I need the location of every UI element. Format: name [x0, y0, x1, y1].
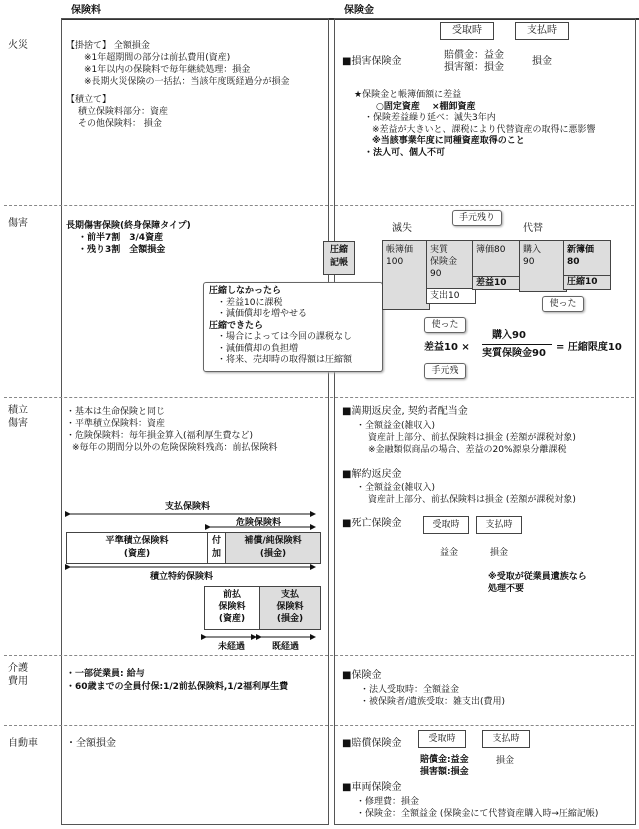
purchase-block: 購入 90 [519, 240, 567, 292]
text-line: 圧縮しなかったら [209, 286, 282, 296]
death-item: ■死亡保険金 [342, 518, 402, 529]
vehicle-lines [356, 796, 598, 820]
text-line: ※長期火災保険の一括払：当該年度既経過分が損金 [84, 77, 290, 87]
maturity-item: ■満期返戻金, 契約者配当金 [342, 406, 468, 417]
formula-callout-remain: 手元残 [424, 363, 466, 379]
gain-block: 差益10 [472, 276, 520, 290]
text-line: 【積立て】 [66, 95, 112, 105]
surrender-item: ■解約返戻金 [342, 469, 402, 480]
book-value-block: 帳簿価 100 [382, 240, 430, 310]
prepaid-box: 前払 保険料 (資産) [204, 586, 260, 630]
care-lines [360, 684, 505, 708]
header-insurance-money: 保険金 [334, 4, 639, 20]
text-line: ・60歳までの全員付保:1/2前払保険料,1/2福利厚生費 [66, 682, 289, 692]
vehicle-item: ■車両保険金 [342, 782, 402, 793]
text-line: 損害額:損金 [420, 767, 469, 777]
formula-numerator: 購入90 [492, 330, 526, 341]
category-care-cost: 介護 費用 [8, 663, 28, 687]
auto-premium-text: ・全額損金 [66, 738, 116, 749]
fire-pay-value: 損金 [532, 56, 552, 67]
callout-used: 使った [542, 296, 584, 312]
compress-block: 圧縮10 [563, 275, 611, 290]
text-line: ※当該事業年度に同種資産取得のこと [372, 136, 525, 146]
category-injury: 傷害 [8, 218, 28, 229]
text-line: ・前半7割 3/4資産 [78, 233, 164, 243]
care-item: ■保険金 [342, 670, 382, 681]
text-line: ・差益10に課税 [217, 297, 283, 308]
care-premium-text [66, 668, 288, 694]
text-line: ・被保険者/遺族受取：雑支出(費用) [360, 697, 506, 707]
text-line: ・平準積立保険料：資産 [66, 419, 166, 429]
surrender-lines [356, 482, 576, 506]
text-line: ・保険金：全額益金 (保険金にて代替資産購入時→圧縮記帳) [356, 809, 599, 819]
text-line: 損害額：損金 [444, 62, 504, 73]
text-line: ・減価償却を増やせる [217, 309, 308, 319]
text-line: 積立保険料部分：資産 [78, 107, 169, 117]
auto-receive-values [420, 754, 469, 778]
text-line: ・修理費：損金 [356, 797, 420, 807]
death-pay-header: 支払時 [476, 516, 522, 534]
text-line: ・危険保険料：毎年損金算入(福利厚生費など) [66, 431, 254, 441]
ledger-out-block: 支出10 [426, 288, 476, 304]
fire-receive-header: 受取時 [440, 22, 494, 40]
text-line: ○固定資産 ×棚卸資産 [376, 101, 476, 112]
lost-label: 滅失 [392, 223, 412, 234]
text-line: ・減価償却の負担増 [217, 343, 299, 354]
auto-pay-header: 支払時 [482, 730, 530, 748]
pay-premium-box: 支払 保険料 (損金) [259, 586, 321, 630]
special-premium-label: 積立特約保険料 [150, 572, 214, 582]
compensation-box: 補償/純保険料 (損金) [225, 532, 321, 564]
liability-item: ■賠償保険金 [342, 738, 402, 749]
level-premium-box: 平準積立保険料 (資産) [66, 532, 208, 564]
risk-premium-label: 危険保険料 [236, 518, 282, 528]
paid-premium-label: 支払保険料 [165, 502, 211, 512]
text-line: ・法人可、個人不可 [364, 147, 446, 158]
text-line: ・場合によっては今回の課税なし [217, 332, 353, 342]
death-receive-value: 益金 [440, 548, 459, 558]
maturity-lines [356, 420, 576, 456]
unexpired-label: 未経過 [218, 642, 246, 652]
text-line: ※金融類似商品の場合、差益の20%源泉分離課税 [368, 445, 567, 455]
auto-pay-value: 損金 [496, 756, 515, 766]
callout-remaining: 手元残り [452, 210, 502, 226]
text-line: ※1年以内の保険料で毎年継続処理：損金 [84, 65, 251, 75]
text-line: ※差益が大きいと、課税により代替資産の取得に悪影響 [372, 124, 596, 135]
death-pay-value: 損金 [490, 548, 509, 558]
auto-receive-header: 受取時 [418, 730, 466, 748]
text-line: ★保険金と帳簿価額に差益 [354, 90, 462, 100]
fire-pay-header: 支払時 [515, 22, 569, 40]
text-line: 賠償金：益金 [444, 50, 504, 61]
death-receive-header: 受取時 [423, 516, 469, 534]
text-line: 長期傷害保険(終身保障タイプ) [66, 221, 191, 231]
death-note: ※受取が従業員遺族なら 処理不要 [488, 572, 587, 594]
formula-denominator: 実質保険金90 [482, 348, 546, 359]
text-line: ・残り3割 全額損金 [78, 245, 166, 255]
text-line: ・全額益金(雑収入) [356, 421, 436, 431]
text-line: 圧縮できたら [209, 320, 264, 331]
text-line: ・基本は生命保険と同じ [66, 407, 166, 417]
text-line: 資産計上部分、前払保険料は損金 (差額が課税対象) [368, 495, 576, 505]
extra-box: 付 加 [207, 532, 226, 564]
text-line: ・一部従業員: 給与 [66, 669, 145, 679]
book-profit-block: 簿価80 [472, 240, 520, 282]
text-line: その他保険料： 損金 [78, 119, 162, 129]
real-insurance-block: 実質 保険金 90 [426, 240, 476, 292]
text-line: 【掛捨て】 全額損金 [66, 41, 150, 51]
text-line: ・保険差益繰り延べ：滅失3年内 [364, 113, 496, 123]
header-premium: 保険料 [61, 4, 337, 20]
fire-item: ■損害保険金 [342, 56, 402, 67]
text-line: ・法人受取時：全額益金 [360, 685, 460, 695]
text-line: ※1年超期間の部分は前払費用(資産) [84, 53, 231, 63]
text-line: 資産計上部分、前払保険料は損金 (差額が課税対象) [368, 433, 576, 443]
category-fire: 火災 [8, 40, 28, 51]
new-book-block: 新簿価 80 [563, 240, 611, 278]
text-line: 賠償金:益金 [420, 755, 469, 765]
category-auto: 自動車 [8, 738, 38, 749]
category-savings-injury: 積立 傷害 [8, 405, 28, 429]
text-line: ※毎年の期間分以外の危険保険料残高：前払保険料 [72, 443, 278, 453]
compression-tag: 圧縮 記帳 [323, 241, 355, 275]
formula-rhs: = 圧縮限度10 [556, 342, 622, 353]
formula-lhs: 差益10 × [424, 342, 470, 353]
text-line: ・全額益金(雑収入) [356, 483, 436, 493]
formula-callout-used: 使った [424, 317, 466, 333]
expired-label: 既経過 [272, 642, 300, 652]
text-line: ・将来、売却時の取得額は圧縮額 [217, 355, 353, 365]
replace-label: 代替 [523, 223, 543, 234]
